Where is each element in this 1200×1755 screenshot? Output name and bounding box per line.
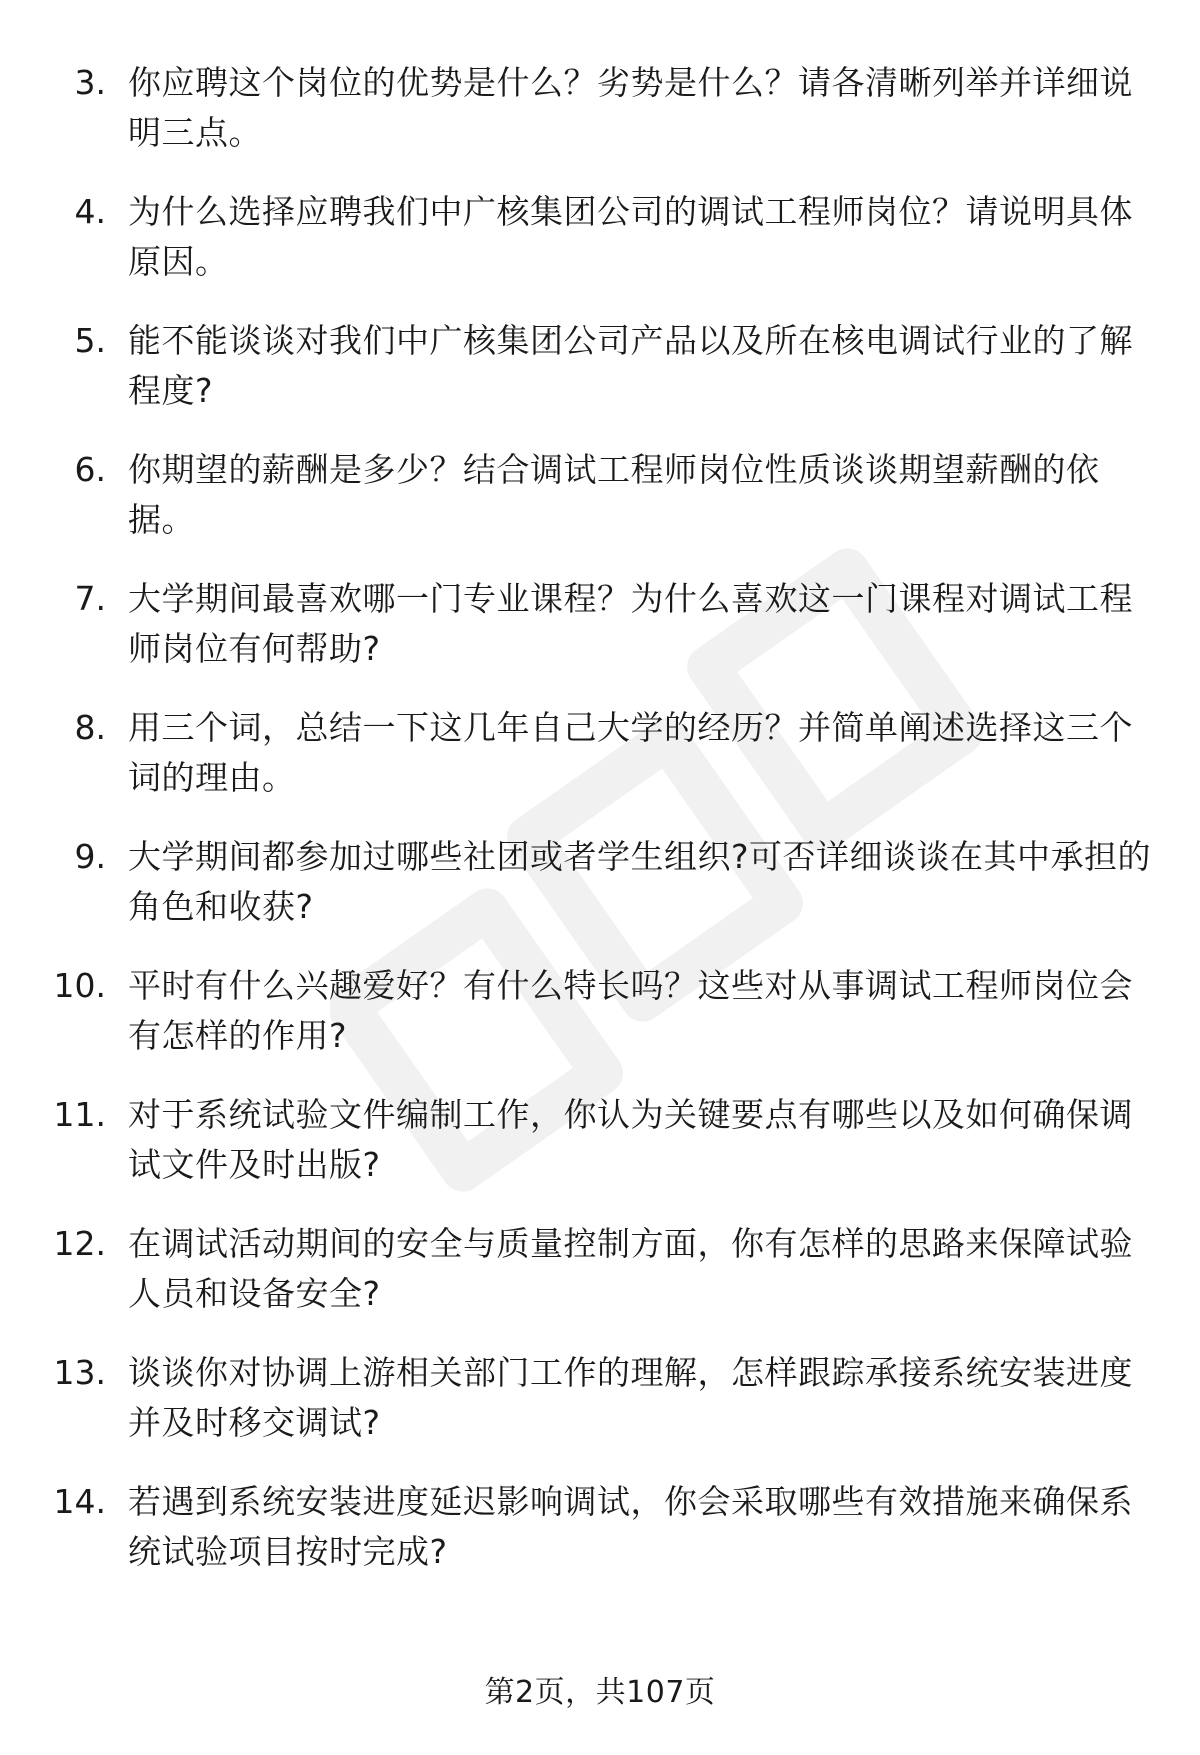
- question-number: 10.: [53, 966, 106, 1005]
- question-text: 能不能谈谈对我们中广核集团公司产品以及所在核电调试行业的了解程度?: [128, 321, 1133, 410]
- question-item: [0, 832, 1200, 961]
- question-number: 3.: [74, 63, 106, 102]
- question-number: 9.: [74, 837, 106, 876]
- question-text: 平时有什么兴趣爱好？有什么特长吗？这些对从事调试工程师岗位会有怎样的作用?: [128, 966, 1133, 1055]
- question-text: 在调试活动期间的安全与质量控制方面，你有怎样的思路来保障试验人员和设备安全?: [128, 1224, 1133, 1313]
- question-text: 对于系统试验文件编制工作，你认为关键要点有哪些以及如何确保调试文件及时出版?: [128, 1095, 1133, 1184]
- question-item: [0, 1090, 1200, 1219]
- question-text: 用三个词，总结一下这几年自己大学的经历？并简单阐述选择这三个词的理由。: [128, 708, 1133, 797]
- page-footer: 第2页，共107页: [484, 1675, 716, 1710]
- question-number: 8.: [74, 708, 106, 747]
- question-text: 为什么选择应聘我们中广核集团公司的调试工程师岗位？请说明具体原因。: [128, 192, 1133, 281]
- question-number: 13.: [53, 1353, 106, 1392]
- question-item: [0, 316, 1200, 445]
- question-text: 谈谈你对协调上游相关部门工作的理解，怎样跟踪承接系统安装进度并及时移交调试?: [128, 1353, 1133, 1442]
- question-number: 7.: [74, 579, 106, 618]
- question-text: 你应聘这个岗位的优势是什么？劣势是什么？请各清晰列举并详细说明三点。: [128, 63, 1133, 152]
- question-item: [0, 445, 1200, 574]
- question-item: [0, 1477, 1200, 1606]
- question-text: 大学期间最喜欢哪一门专业课程？为什么喜欢这一门课程对调试工程师岗位有何帮助?: [128, 579, 1133, 668]
- question-item: [0, 58, 1200, 187]
- question-number: 12.: [53, 1224, 106, 1263]
- question-list: [0, 58, 1200, 1606]
- question-text: 大学期间都参加过哪些社团或者学生组织?可否详细谈谈在其中承担的角色和收获?: [128, 837, 1152, 926]
- question-number: 11.: [53, 1095, 106, 1134]
- question-item: [0, 1219, 1200, 1348]
- question-item: [0, 961, 1200, 1090]
- question-number: 14.: [53, 1482, 106, 1521]
- question-number: 5.: [74, 321, 106, 360]
- question-item: [0, 703, 1200, 832]
- question-number: 6.: [74, 450, 106, 489]
- question-text: 若遇到系统安装进度延迟影响调试，你会采取哪些有效措施来确保系统试验项目按时完成?: [128, 1482, 1133, 1571]
- question-item: [0, 1348, 1200, 1477]
- question-item: [0, 187, 1200, 316]
- question-item: [0, 574, 1200, 703]
- question-number: 4.: [74, 192, 106, 231]
- question-text: 你期望的薪酬是多少？结合调试工程师岗位性质谈谈期望薪酬的依据。: [128, 450, 1100, 539]
